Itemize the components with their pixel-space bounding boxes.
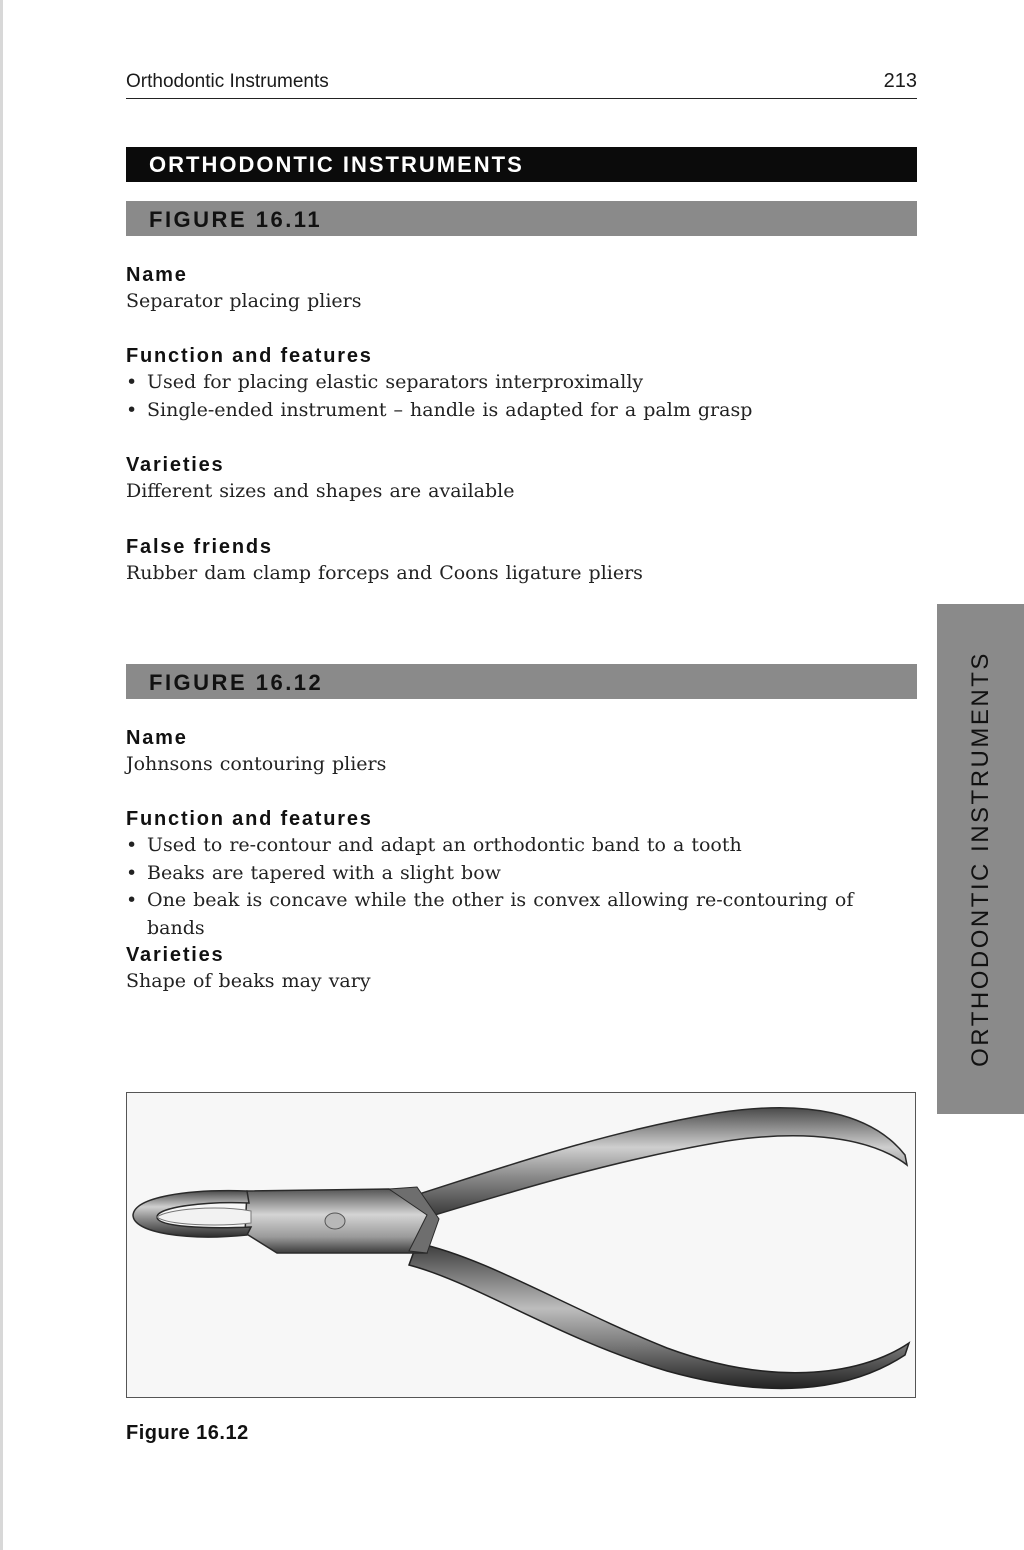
bullet-icon: • — [126, 889, 138, 911]
instrument-name: Johnsons contouring pliers — [126, 753, 387, 775]
pivot-rivet — [325, 1213, 345, 1229]
figure-16-12-varieties-section — [126, 942, 916, 996]
side-tab — [937, 604, 1024, 1114]
function-heading: Function and features — [126, 345, 373, 367]
bullet-icon: • — [126, 398, 138, 421]
list-item: • Single-ended instrument – handle is adapted for a palm grasp — [126, 397, 916, 425]
figure-16-11-name-section — [126, 262, 916, 316]
varieties-heading: Varieties — [126, 454, 225, 476]
list-item: • One beak is concave while the other is convex allowing re-contouring of bands — [126, 889, 854, 939]
varieties-heading: Varieties — [126, 944, 225, 966]
chapter-banner: ORTHODONTIC INSTRUMENTS — [126, 147, 917, 182]
false-friends-heading: False friends — [126, 536, 273, 558]
figure-image-frame — [126, 1092, 916, 1398]
upper-handle — [397, 1108, 907, 1221]
figure-16-12-function-section — [126, 806, 916, 942]
list-item: • Used for placing elastic separators interproximally — [126, 369, 916, 397]
side-tab-label: ORTHODONTIC INSTRUMENTS — [966, 651, 994, 1067]
varieties-text: Shape of beaks may vary — [126, 970, 371, 992]
figure-16-11-false-friends-section — [126, 534, 916, 588]
figure-16-12-banner: FIGURE 16.12 — [126, 664, 917, 699]
page-edge-shadow — [0, 0, 3, 1550]
page-number: 213 — [883, 70, 917, 92]
list-item: • Beaks are tapered with a slight bow — [126, 860, 916, 888]
bullet-icon: • — [126, 834, 138, 856]
function-list — [126, 832, 916, 942]
list-item: • Used to re-contour and adapt an orthodontic band to a tooth — [126, 832, 916, 860]
contouring-pliers-photo — [127, 1093, 915, 1397]
function-list — [126, 369, 916, 424]
lower-handle — [409, 1243, 909, 1388]
function-heading: Function and features — [126, 808, 373, 830]
figure-caption: Figure 16.12 — [126, 1422, 249, 1444]
bullet-icon: • — [126, 371, 138, 393]
instrument-name: Separator placing pliers — [126, 290, 362, 312]
varieties-text: Different sizes and shapes are available — [126, 480, 515, 502]
running-head-title: Orthodontic Instruments — [126, 71, 329, 92]
figure-16-11-varieties-section — [126, 452, 916, 506]
running-head — [126, 68, 917, 99]
false-friends-text: Rubber dam clamp forceps and Coons ligature pliers — [126, 562, 643, 584]
figure-16-11-banner: FIGURE 16.11 — [126, 201, 917, 236]
figure-16-11-function-section — [126, 343, 916, 424]
bullet-icon: • — [126, 861, 138, 884]
name-heading: Name — [126, 264, 188, 286]
name-heading: Name — [126, 727, 188, 749]
figure-16-12-name-section — [126, 725, 916, 779]
